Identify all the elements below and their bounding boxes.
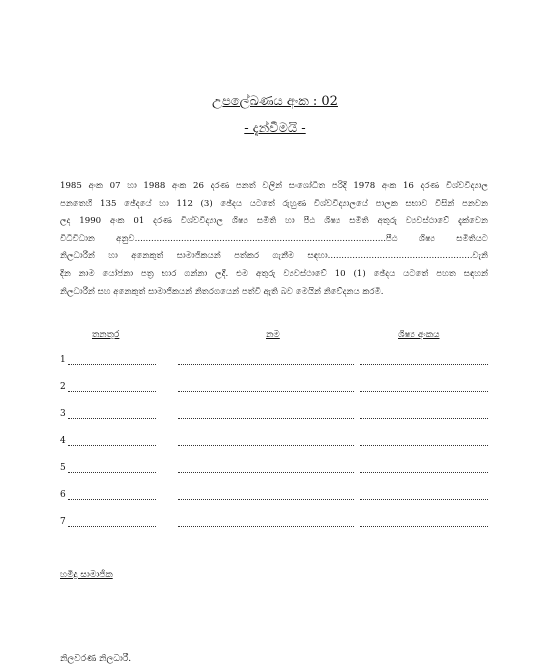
joint-members-label: හමිදු සාමාජික [60, 570, 113, 580]
name-blank [178, 499, 354, 500]
column-header-student-number: ශිෂ්‍ය අංකය [398, 330, 440, 340]
position-blank [68, 472, 156, 473]
student-number-blank [360, 364, 488, 365]
paragraph-line: නිලධාරීන් හා අනෙකුත් සාමාජිකයන් පත්කර ගැනීම සඳහා.....................................................වැනි [60, 251, 488, 262]
row-number: 4 [60, 436, 66, 446]
row-number: 5 [60, 463, 66, 473]
paragraph-line: පනතෙහි 135 ඡේදයේ හා 112 (3) ඡේදය යටතේ රුහුණ විශ්වවිද්‍යාලයේ පාලක සභාව විසින් පනවන [60, 198, 488, 209]
paragraph-line: විධිවිධාන අනුව............................................................................................පීඨ ශිෂ්‍ය සමිතියට [60, 233, 488, 244]
student-number-blank [360, 418, 488, 419]
position-blank [68, 364, 156, 365]
student-number-blank [360, 472, 488, 473]
table-row [60, 382, 490, 396]
name-blank [178, 418, 354, 419]
position-blank [68, 391, 156, 392]
table-row [60, 436, 490, 450]
student-number-blank [360, 445, 488, 446]
name-blank [178, 472, 354, 473]
row-number: 6 [60, 490, 66, 500]
table-row [60, 490, 490, 504]
table-row [60, 463, 490, 477]
student-number-blank [360, 526, 488, 527]
row-number: 7 [60, 517, 66, 527]
name-blank [178, 391, 354, 392]
position-blank [68, 526, 156, 527]
paragraph-line: නිලධාරීන් සහ අනෙකුත් සාමාජිකයන් නිතරගයෙන් පත්වී ඇති බව මෙයින් නිවේදනය කරමි. [60, 286, 384, 297]
table-row [60, 517, 490, 531]
position-blank [68, 445, 156, 446]
notice-paragraph [60, 178, 488, 301]
name-blank [178, 526, 354, 527]
document-title: උපලේඛණය අංක : 02 [212, 94, 338, 109]
paragraph-line: දින නාම යෝජනා පත්‍ර භාර ගන්නා ලදී. එම අතුරු ව්‍යවස්ථාවේ 10 (1) ඡේදය යටතේ පහත සඳහන් [60, 268, 488, 279]
position-blank [68, 418, 156, 419]
position-blank [68, 499, 156, 500]
paragraph-line: 1985 අංක 07 හා 1988 අංක 26 දරණ පනත් වලින් සංශෝධිත පරිදි 1978 අංක 16 දරණ විශ්වවිද්‍යාල [60, 181, 488, 191]
row-number: 2 [60, 382, 66, 392]
table-row [60, 355, 490, 369]
table-row [60, 409, 490, 423]
name-blank [178, 445, 354, 446]
student-number-blank [360, 499, 488, 500]
document-subtitle: - දැන්වීමයි - [244, 121, 306, 136]
column-header-position: තනතුර [92, 330, 120, 340]
paragraph-line: ලද 1990 අංක 01 දරණ විශ්වවිද්‍යාල ශිෂ්‍ය සමිති හා පීඨ ශිෂ්‍ය සමිති අතුරු ව්‍යවස්ථාවේ දැක්වෙන [60, 216, 488, 227]
row-number: 1 [60, 355, 66, 365]
column-header-name: නම [266, 330, 280, 340]
student-number-blank [360, 391, 488, 392]
row-number: 3 [60, 409, 66, 419]
name-blank [178, 364, 354, 365]
election-officer-signature: නිලවරණ නිලධාරී. [60, 654, 132, 664]
